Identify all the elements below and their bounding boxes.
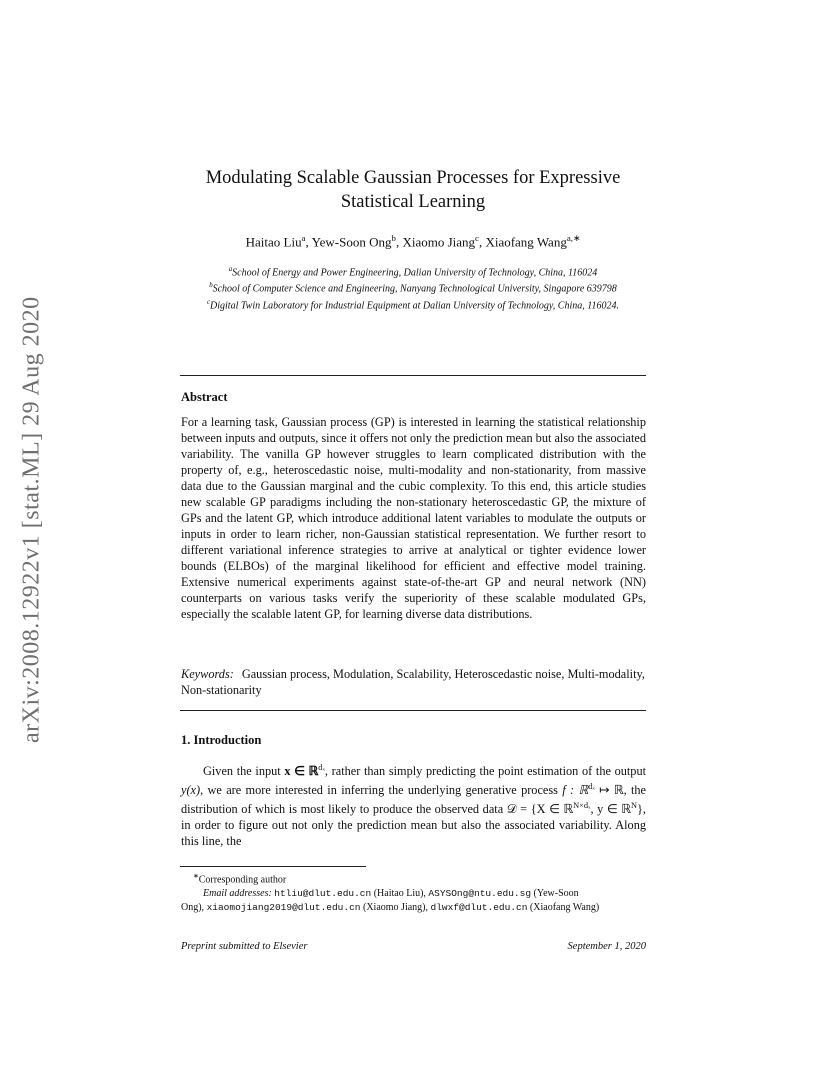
footnote-rule — [180, 866, 366, 867]
email-owner: (Xiaomo Jiang), — [363, 902, 428, 914]
math-inline: , y ∈ ℝ — [590, 802, 631, 817]
footnotes — [181, 870, 646, 915]
keywords-text: Gaussian process, Modulation, Scalability, Heteroscedastic noise, Multi-modality, Non-stationarity — [181, 667, 645, 697]
math-inline: y(x) — [181, 783, 201, 798]
email-owner: (Xiaofang Wang) — [529, 902, 600, 914]
intro-text: Given the input — [203, 764, 285, 779]
affiliation — [180, 279, 646, 295]
math-inline: f : ℝ — [562, 783, 589, 798]
affiliation-sup: b — [209, 282, 213, 290]
email-link[interactable]: xiaomojiang2019@dlut.edu.cn — [206, 902, 361, 914]
math-inline: 𝒟 = {X ∈ ℝ — [506, 802, 574, 817]
email-owner: (Yew-Soon — [533, 888, 579, 900]
math-inline: N×dₓ — [573, 801, 591, 811]
math-inline: ↦ ℝ — [594, 783, 624, 798]
author-sup: a — [301, 233, 306, 243]
email-addresses-line — [181, 901, 646, 915]
abstract-heading: Abstract — [181, 390, 228, 404]
math-inline: N — [630, 801, 637, 811]
affiliation-text: School of Energy and Power Engineering, Dalian University of Technology, China, 116024 — [232, 267, 598, 279]
corresponding-author-note: ∗Corresponding author — [193, 873, 287, 886]
preprint-date: September 1, 2020 — [567, 941, 646, 952]
math-inline: dₓ — [318, 763, 325, 772]
keywords — [181, 666, 646, 698]
affiliation-text: School of Computer Science and Engineering, Nanyang Technological University, Singapore 639798 — [212, 283, 617, 295]
intro-text: , in order to figure out not only the prediction mean but also the associated variability. Along this line, the — [181, 802, 646, 849]
author-sup: b — [391, 233, 396, 243]
author-sup: a,∗ — [566, 233, 581, 243]
arxiv-identifier-stamp: arXiv:2008.12922v1 [stat.ML] 29 Aug 2020 — [18, 296, 45, 744]
affiliation — [180, 296, 646, 312]
keywords-label: Keywords: — [181, 667, 234, 681]
math-inline: dₓ — [588, 782, 595, 792]
author-name: Xiaofang Wang — [485, 234, 567, 250]
email-addresses-line — [181, 887, 646, 901]
author-name: Yew-Soon Ong — [311, 234, 392, 250]
intro-text: , rather than simply predicting the point estimation of the output — [324, 764, 647, 779]
introduction-heading: 1. Introduction — [181, 733, 262, 747]
affiliation-text: Digital Twin Laboratory for Industrial Equipment at Dalian University of Technology, China, 116024. — [210, 299, 620, 311]
email-link[interactable]: ASYSOng@ntu.edu.sg — [428, 888, 532, 900]
email-owner: Ong), — [181, 902, 205, 914]
affiliation-sup: c — [206, 298, 211, 306]
preprint-note: Preprint submitted to Elsevier — [181, 941, 308, 952]
email-link[interactable]: dlwxf@dlut.edu.cn — [430, 902, 528, 914]
abstract-bottom-rule — [180, 710, 646, 711]
paper-title: Modulating Scalable Gaussian Processes for Expressive Statistical Learning — [205, 168, 621, 212]
author-name: Haitao Liu — [245, 234, 302, 250]
affiliation-list — [180, 263, 646, 312]
email-owner: (Haitao Liu), — [373, 888, 426, 900]
abstract-text: For a learning task, Gaussian process (GP) is interested in learning the statistical relationship between inputs and outputs, since it offers not only the prediction mean but also the associated variability. The vanilla GP however struggles to learn complicated distribution with the property of, e.g., heteroscedastic noise, multi-modality and non-stationarity, from massive data due to the Gaussian marginal and the cubic complexity. To this end, this article studies new scalable GP paradigms including the non-stationary heteroscedastic GP, the mixture of GPs and the latent GP, which introduce additional latent variables to modulate the outputs or inputs in order to learn richer, non-Gaussian statistical representation. We further resort to different variational inference strategies to arrive at analytical or tighter evidence lower bounds (ELBOs) of the marginal likelihood for efficient and effective model training. Extensive numerical experiments against state-of-the-art GP and neural network (NN) counterparts on various tasks verify the superiority of these scalable modulated GPs, especially the scalable latent GP, for learning diverse data distributions. — [181, 415, 646, 621]
math-inline: } — [637, 802, 643, 817]
corresponding-author-text: Corresponding author — [198, 874, 287, 886]
author-name: Xiaomo Jiang — [402, 234, 476, 250]
email-link[interactable]: htliu@dlut.edu.cn — [274, 888, 372, 900]
email-label: Email addresses: — [203, 888, 272, 900]
author-list: Haitao Liu$^a$, Yew-Soon Ong$^b$, Xiaomo Jiang$^c$, Xiaofang Wang$^{a,∗}$ — [245, 233, 581, 250]
introduction-paragraph — [181, 760, 646, 849]
intro-text: , the distribution of which is most likely to produce the observed data — [181, 783, 646, 817]
math-inline: x ∈ ℝ — [284, 764, 319, 779]
author-sup: c — [475, 233, 479, 243]
abstract-top-rule — [180, 375, 646, 376]
affiliation-sup: a — [228, 266, 233, 273]
intro-text: , we are more interested in inferring the underlying generative process — [200, 783, 563, 798]
affiliation — [180, 263, 646, 279]
